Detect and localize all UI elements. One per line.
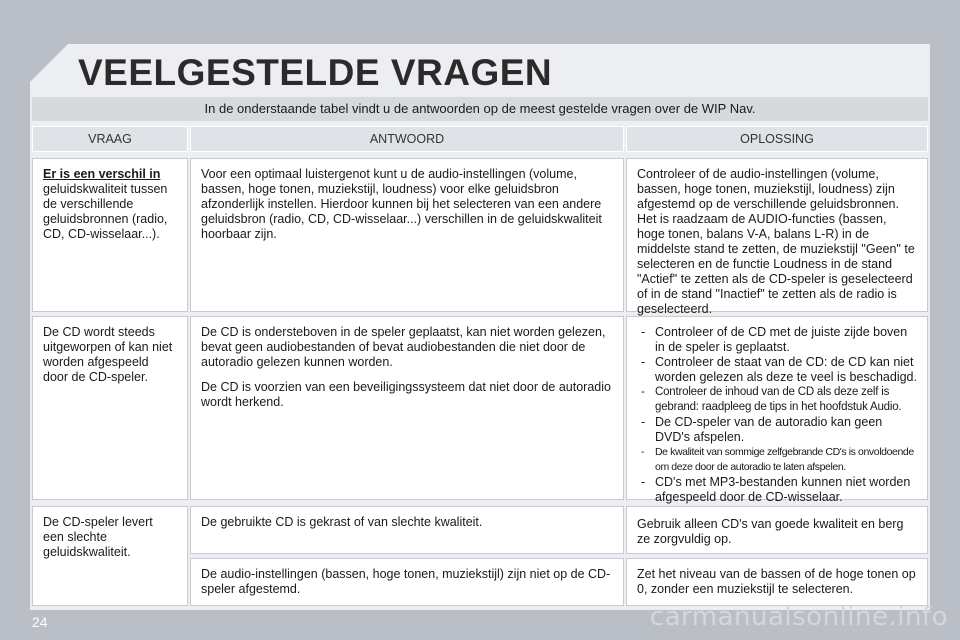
row1-answer-cell [190, 158, 624, 312]
list-item: - De CD-speler van de autoradio kan geen DVD's afspelen. [637, 415, 917, 445]
row3-question-cell [32, 506, 188, 606]
row2-question-text: De CD wordt steeds uitgeworpen of kan niet worden afgespeeld door de CD-speler. [43, 325, 173, 384]
row3-solution-text-a: Gebruik alleen CD's van goede kwaliteit en berg ze zorgvuldig op. [637, 517, 904, 546]
list-item: - Controleer de inhoud van de CD als deze zelf is gebrand: raadpleeg de tips in het hoofdstuk Audio. [637, 385, 917, 415]
row1-question-text: geluidskwaliteit tussen de verschillende geluidsbronnen (radio, CD, CD-wisselaar...). [43, 182, 168, 241]
row3-answer-cell-b [190, 558, 624, 606]
list-item: - Controleer of de CD met de juiste zijde boven in de speler is geplaatst. [637, 325, 917, 355]
header-answer: ANTWOORD [190, 126, 624, 152]
row1-question-cell [32, 158, 188, 312]
page-title: VEELGESTELDE VRAGEN [78, 52, 553, 93]
list-item: - CD's met MP3-bestanden kunnen niet worden afgespeeld door de CD-wisselaar. [637, 475, 917, 505]
row3-answer-text-a: De gebruikte CD is gekrast of van slechte kwaliteit. [201, 515, 483, 529]
row2-question-cell [32, 316, 188, 500]
header-question: VRAAG [32, 126, 188, 152]
row1-solution-cell [626, 158, 928, 316]
row3-solution-cell-b [626, 558, 928, 606]
row3-solution-cell-a [626, 506, 928, 554]
row3-answer-cell-a [190, 506, 624, 554]
intro-text: In de onderstaande tabel vindt u de antwoorden op de meest gestelde vragen over de WIP Nav. [32, 97, 928, 121]
row2-answer-text-2: De CD is voorzien van een beveiligingssysteem dat niet door de autoradio wordt herkend. [201, 380, 611, 409]
row1-answer-text: Voor een optimaal luistergenot kunt u de audio-instellingen (volume, bassen, hoge tonen, muziekstijl, loudness) voor elke geluidsbron afzonderlijk instellen. Hierdoor kunnen bij het selecteren van een andere geluidsbron (radio, CD, CD-wisselaar...) verschillen in de geluidskwaliteit hoorbaar zijn. [201, 167, 602, 241]
row2-answer-cell [190, 316, 624, 500]
list-item: - Controleer de staat van de CD: de CD kan niet worden gelezen als deze te veel is beschadigd. [637, 355, 917, 385]
page-number: 24 [32, 614, 48, 630]
row2-solution-list [637, 325, 917, 505]
row1-question-bold: Er is een verschil in [43, 167, 161, 181]
row3-answer-text-b: De audio-instellingen (bassen, hoge tonen, muziekstijl) zijn niet op de CD-speler afgestemd. [201, 567, 611, 596]
header-solution: OPLOSSING [626, 126, 928, 152]
row3-question-text: De CD-speler levert een slechte geluidskwaliteit. [43, 515, 153, 559]
list-item: - De kwaliteit van sommige zelfgebrande CD's is onvoldoende om deze door de autoradio te laten afspelen. [637, 445, 917, 475]
row1-solution-text: Controleer of de audio-instellingen (volume, bassen, hoge tonen, muziekstijl, loudness) zijn afgestemd op de verschillende geluidsbronnen. Het is raadzaam de AUDIO-functies (bassen, hoge tonen, balans V-A, balans L-R) in de middelste stand te zetten, de muziekstijl "Geen" te selecteren en de functie Loudness in de stand "Actief" te zetten als de CD-speler is geselecteerd of in de stand "Inactief" te zetten als de radio is geselecteerd. [637, 167, 915, 316]
watermark: carmanualsonline.info [649, 602, 948, 632]
row2-answer-text-1: De CD is ondersteboven in de speler geplaatst, kan niet worden gelezen, bevat geen audiobestanden of bevat audiobestanden die niet door de autoradio gelezen kunnen worden. [201, 325, 606, 369]
row2-solution-cell [626, 316, 928, 504]
row3-solution-text-b: Zet het niveau van de bassen of de hoge tonen op 0, zonder een muziekstijl te selecteren. [637, 567, 916, 596]
